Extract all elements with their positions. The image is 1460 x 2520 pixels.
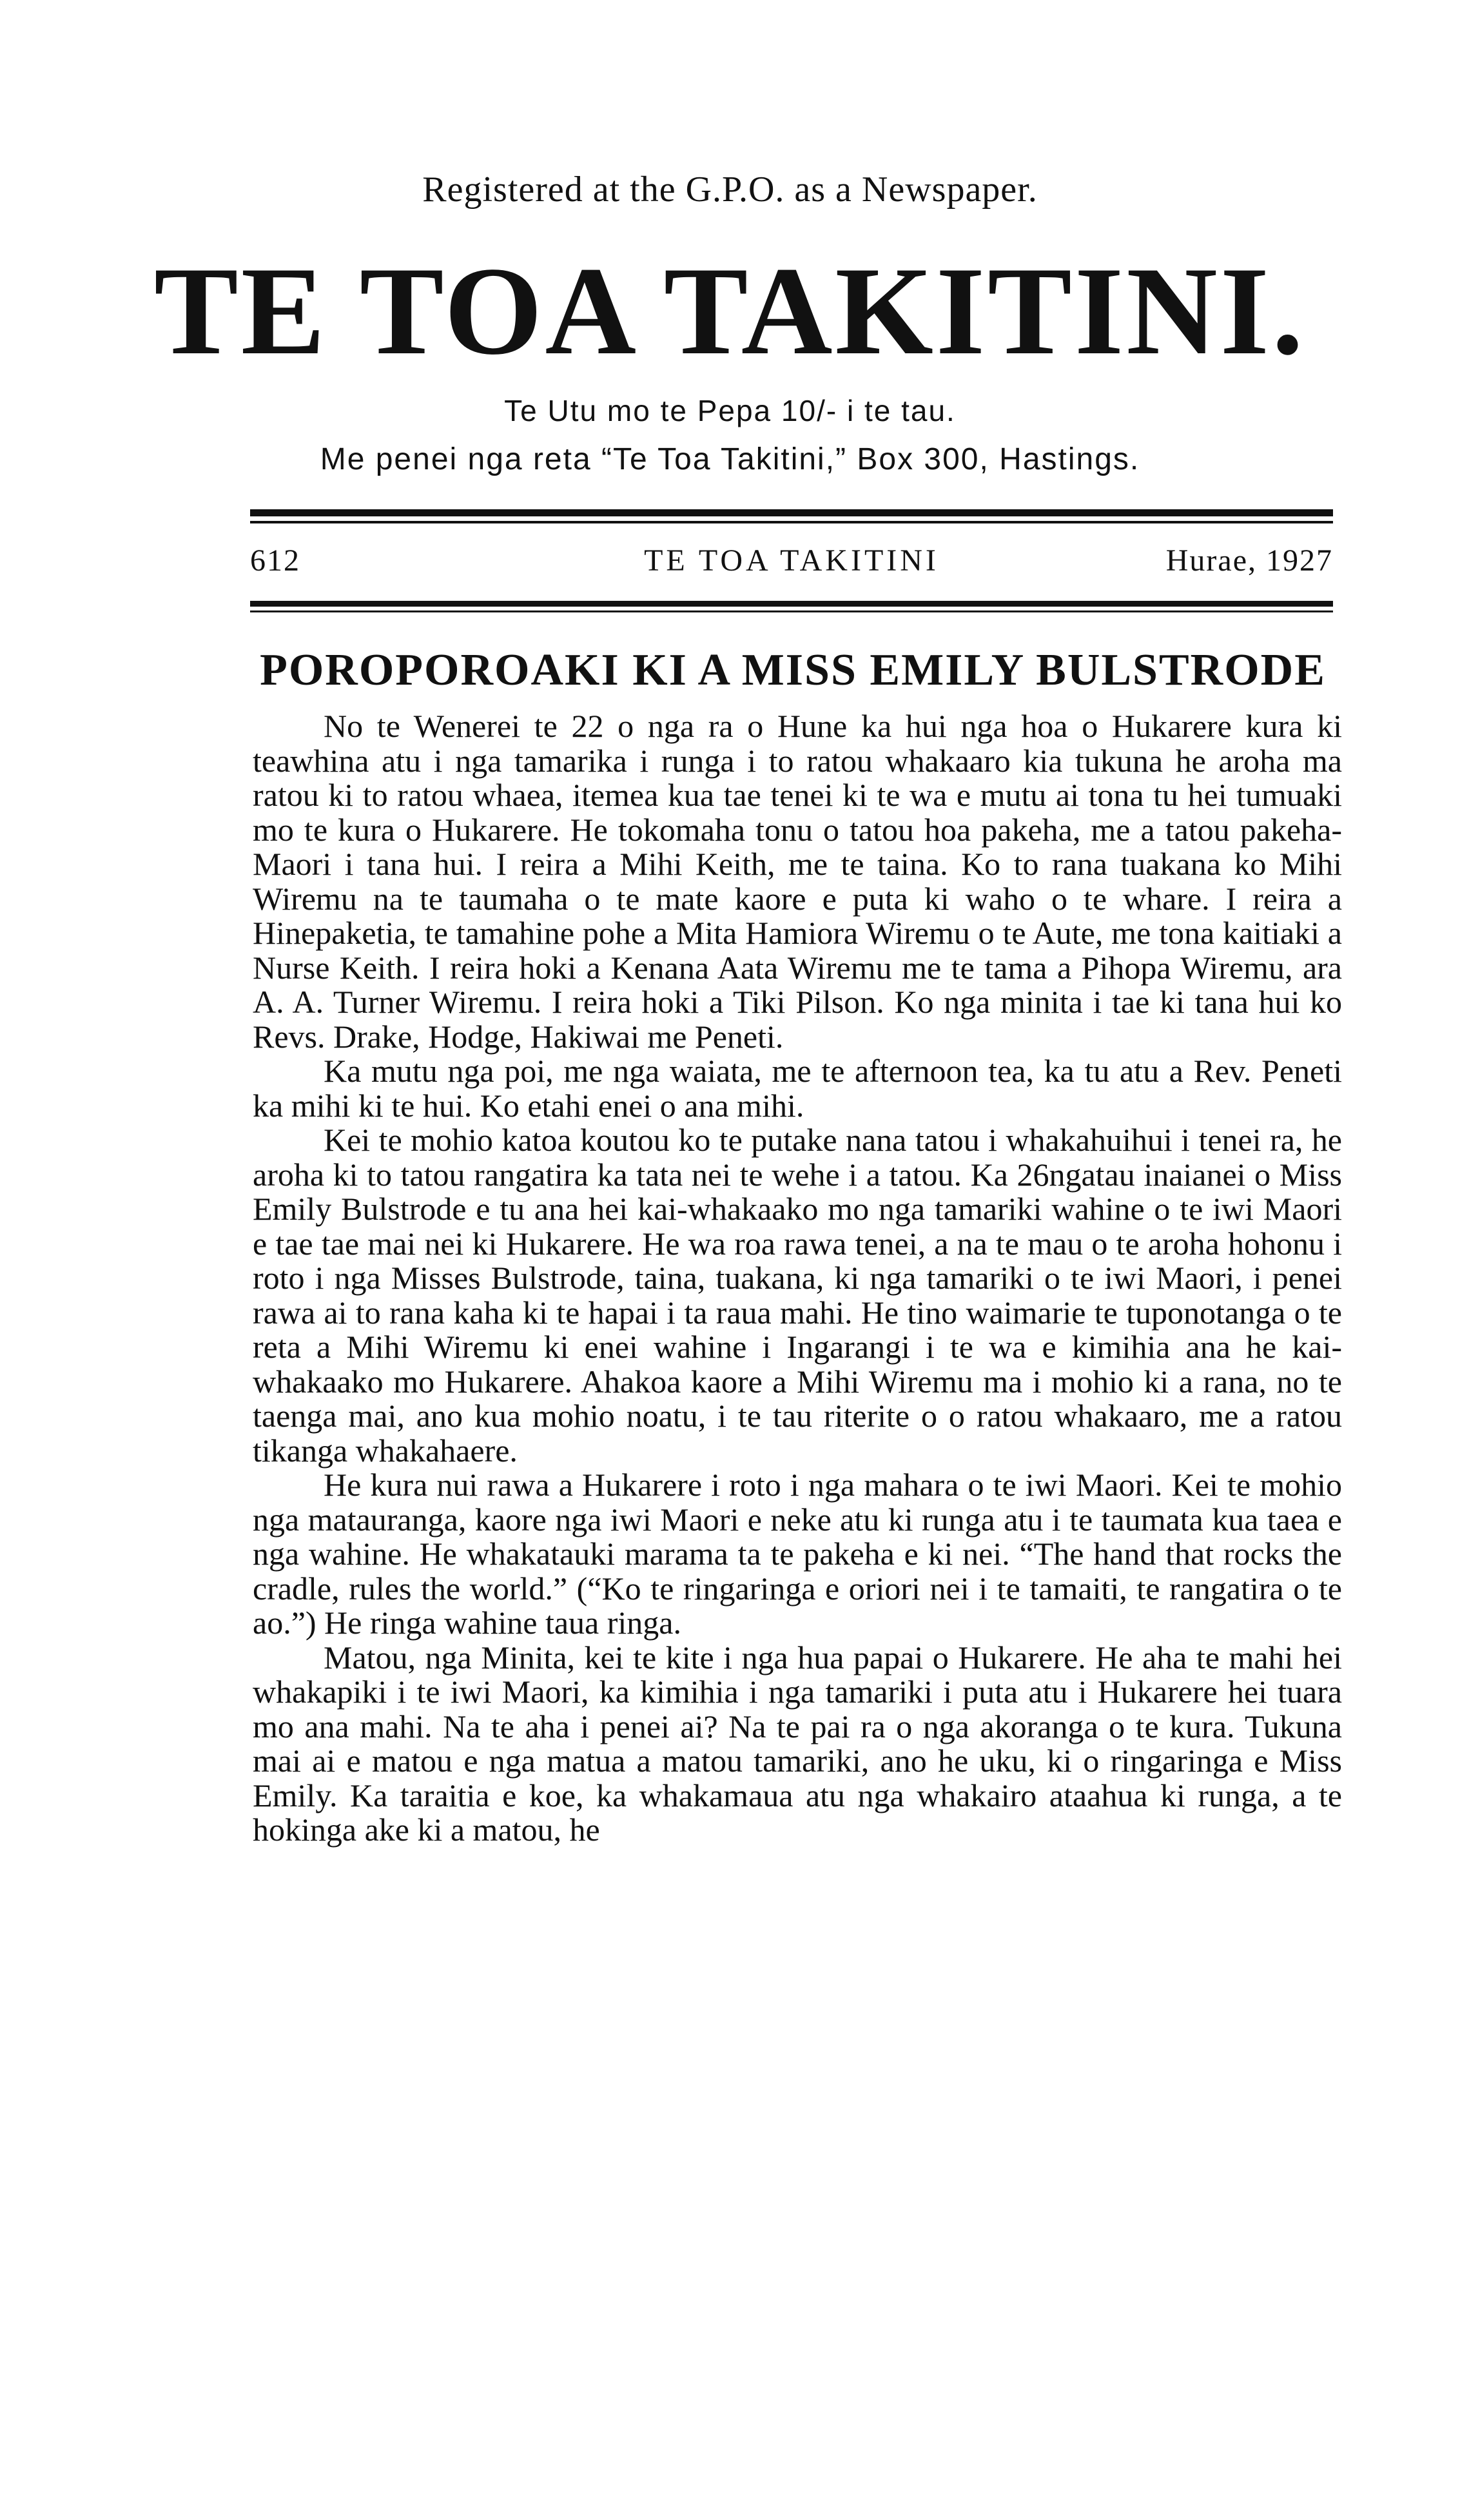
header-rule-top-thin — [250, 521, 1333, 523]
header-rule-bottom — [250, 601, 1333, 607]
running-head — [250, 543, 1333, 581]
article-paragraph: Matou, nga Minita, kei te kite i nga hua papai o Hukarere. He aha te mahi hei whakapiki i te iwi Maori, ka kimihia i nga tamariki i puta atu i Hukarere hei tuara mo ana mahi. Na te aha i penei ai? Na te pai ra o nga akoranga o te kura. Tukuna mai ai e matou e nga matua a matou tamariki, ano he uku, ki o ringaringa e Miss Emily. Ka taraitia e koe, ka whakamaua atu nga whakairo ataahua ki runga, a te hokinga ake ki a matou, he — [253, 1639, 1342, 1848]
article-body — [253, 709, 1342, 1848]
article-paragraph: No te Wenerei te 22 o nga ra o Hune ka hui nga hoa o Hukarere kura ki teawhina atu i nga tamarika i runga i to ratou whakaaro kia tukuna he aroha ma ratou ki to ratou whaea, itemea kua tae tenei ki te wa e mutu ai tona tu hei tumuaki mo te kura o Hukarere. He tokomaha tonu o tatou hoa pakeha, me a tatou pakeha-Maori i tana hui. I reira a Mihi Keith, me te taina. Ko to rana tuakana ko Mihi Wiremu na te taumaha o te mate kaore e puta ki waho o te whare. I reira a Hinepaketia, te tamahine pohe a Mita Hamiora Wiremu o te Aute, me tona kaitiaki a Nurse Keith. I reira hoki a Kenana Aata Wiremu me te tama a Pihopa Wiremu, ara A. A. Turner Wiremu. I reira hoki a Tiki Pilson. Ko nga minita i tae ki tana hui ko Revs. Drake, Hodge, Hakiwai me Peneti. — [253, 708, 1342, 1055]
registration-notice: Registered at the G.P.O. as a Newspaper. — [422, 170, 1038, 210]
running-title: TE TOA TAKITINI — [644, 543, 939, 578]
article-paragraph: Kei te mohio katoa koutou ko te putake nana tatou i whakahuihui i tenei ra, he aroha ki to tatou rangatira ka tata nei te wehe i a tatou. Ka 26ngatau inaianei o Miss Emily Bulstrode e tu ana hei kai-whakaako mo nga tamariki wahine o te iwi Maori e tae tae mai nei ki Hukarere. He wa roa rawa tenei, a na te mau o te aroha hohonu i roto i nga Misses Bulstrode, taina, tuakana, ki nga tamariki o te iwi Maori, i penei rawa ai to rana kaha ki te hapai i ta raua mahi. He tino waimarie te tuponotanga o te reta a Mihi Wiremu ki enei wahine i Ingarangi i te wa e kimihia ana he kai-whakaako mo Hukarere. Ahakoa kaore a Mihi Wiremu ma i mohio ki a rana, no te taenga mai, ano kua mohio noatu, i te tau riterite o o ratou whakaaro, me a ratou tikanga whakahaere. — [253, 1122, 1342, 1469]
article-paragraph: Ka mutu nga poi, me nga waiata, me te afternoon tea, ka tu atu a Rev. Peneti ka mihi ki te hui. Ko etahi enei o ana mihi. — [253, 1053, 1342, 1124]
issue-date: Hurae, 1927 — [1165, 543, 1333, 578]
masthead-title: TE TOA TAKITINI. — [153, 241, 1307, 381]
header-rule-top — [250, 509, 1333, 516]
header-rule-bottom-thin — [250, 610, 1333, 612]
subscription-price: Te Utu mo te Pepa 10/- i te tau. — [504, 394, 956, 427]
postal-address: Me penei nga reta “Te Toa Takitini,” Box 300, Hastings. — [320, 442, 1140, 476]
page-number: 612 — [250, 543, 300, 578]
article-paragraph: He kura nui rawa a Hukarere i roto i nga mahara o te iwi Maori. Kei te mohio nga matauranga, kaore nga iwi Maori e neke atu ki runga atu i te taumata kua taea e nga wahine. He whakatauki marama ta te pakeha e ki nei. “The hand that rocks the cradle, rules the world.” (“Ko te ringaringa e oriori nei i te tamaiti, te rangatira o te ao.”) He ringa wahine taua ringa. — [253, 1467, 1342, 1641]
article-headline: POROPOROAKI KI A MISS EMILY BULSTRODE — [260, 645, 1326, 695]
